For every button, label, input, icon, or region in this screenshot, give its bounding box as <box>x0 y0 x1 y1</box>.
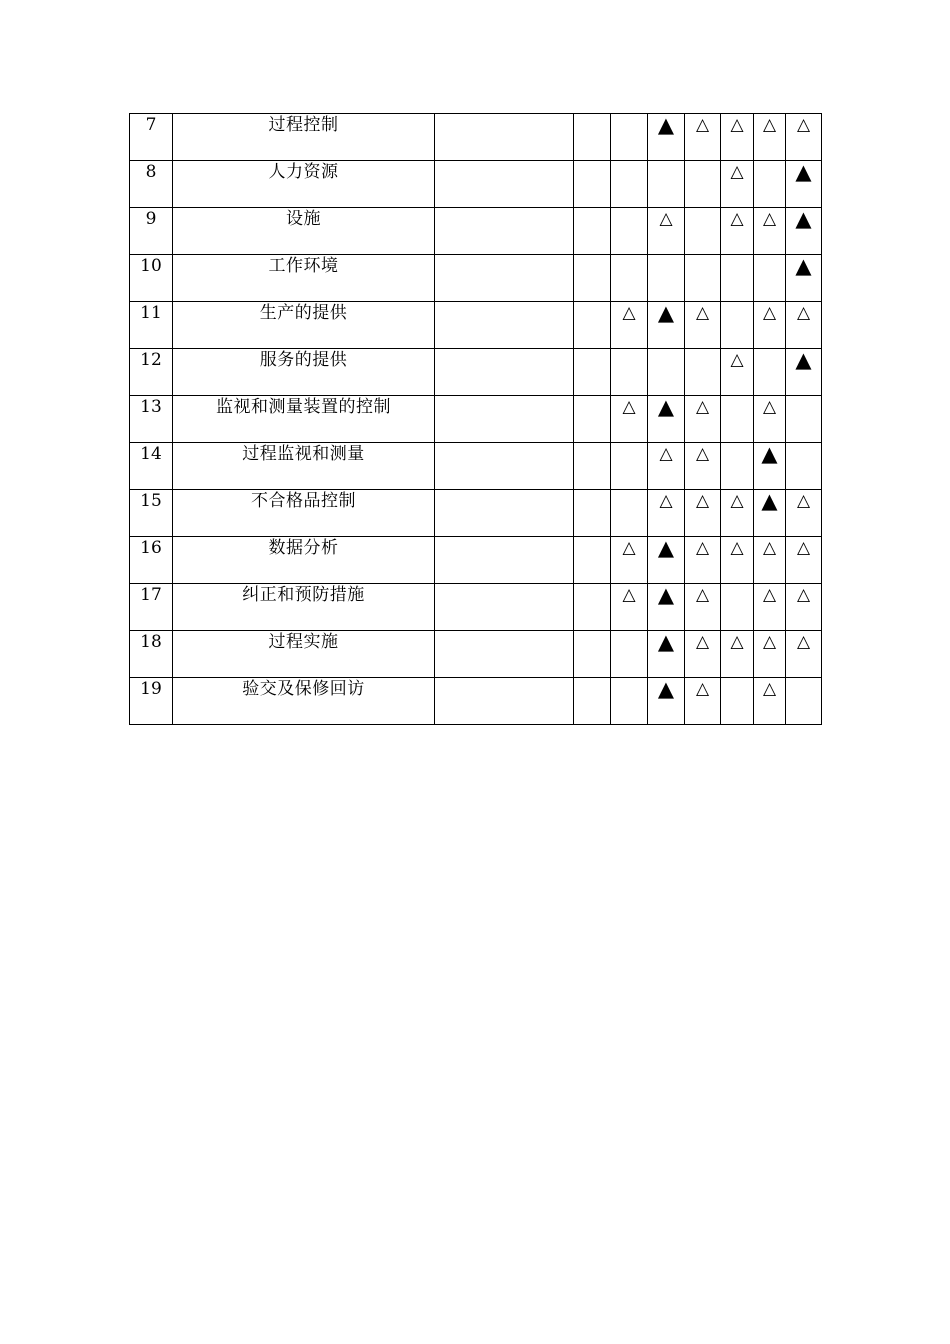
row-number-cell: 15 <box>130 490 173 537</box>
empty-cell <box>574 443 611 490</box>
related-responsibility-mark: △ <box>754 631 786 678</box>
related-responsibility-mark: △ <box>786 302 822 349</box>
empty-mark-cell <box>721 255 754 302</box>
row-number-cell: 11 <box>130 302 173 349</box>
related-responsibility-mark: △ <box>754 302 786 349</box>
primary-responsibility-mark: ▲ <box>648 537 685 584</box>
empty-cell <box>574 208 611 255</box>
empty-mark-cell <box>685 255 721 302</box>
empty-cell <box>574 255 611 302</box>
related-responsibility-mark: △ <box>721 161 754 208</box>
primary-responsibility-mark: ▲ <box>786 161 822 208</box>
empty-mark-cell <box>611 490 648 537</box>
related-responsibility-mark: △ <box>754 537 786 584</box>
empty-mark-cell <box>721 396 754 443</box>
empty-cell <box>574 302 611 349</box>
related-responsibility-mark: △ <box>721 208 754 255</box>
process-item-cell: 不合格品控制 <box>173 490 435 537</box>
table-row <box>130 396 822 443</box>
related-responsibility-mark: △ <box>754 678 786 725</box>
related-responsibility-mark: △ <box>685 302 721 349</box>
empty-mark-cell <box>685 349 721 396</box>
primary-responsibility-mark: ▲ <box>786 208 822 255</box>
remark-cell <box>435 490 574 537</box>
process-item-cell: 过程监视和测量 <box>173 443 435 490</box>
row-number-cell: 13 <box>130 396 173 443</box>
related-responsibility-mark: △ <box>786 114 822 161</box>
empty-mark-cell <box>611 443 648 490</box>
table-row <box>130 443 822 490</box>
primary-responsibility-mark: ▲ <box>648 114 685 161</box>
empty-cell <box>574 349 611 396</box>
process-item-cell: 纠正和预防措施 <box>173 584 435 631</box>
process-item-cell: 监视和测量装置的控制 <box>173 396 435 443</box>
related-responsibility-mark: △ <box>786 584 822 631</box>
remark-cell <box>435 443 574 490</box>
remark-cell <box>435 678 574 725</box>
empty-cell <box>574 631 611 678</box>
row-number-cell: 10 <box>130 255 173 302</box>
table-row <box>130 302 822 349</box>
empty-mark-cell <box>611 161 648 208</box>
row-number-cell: 12 <box>130 349 173 396</box>
empty-mark-cell <box>721 443 754 490</box>
table-row <box>130 208 822 255</box>
primary-responsibility-mark: ▲ <box>754 443 786 490</box>
related-responsibility-mark: △ <box>685 537 721 584</box>
related-responsibility-mark: △ <box>685 443 721 490</box>
row-number-cell: 8 <box>130 161 173 208</box>
remark-cell <box>435 631 574 678</box>
related-responsibility-mark: △ <box>754 396 786 443</box>
empty-mark-cell <box>786 678 822 725</box>
related-responsibility-mark: △ <box>648 490 685 537</box>
empty-mark-cell <box>754 349 786 396</box>
primary-responsibility-mark: ▲ <box>786 255 822 302</box>
remark-cell <box>435 302 574 349</box>
remark-cell <box>435 114 574 161</box>
row-number-cell: 16 <box>130 537 173 584</box>
remark-cell <box>435 584 574 631</box>
empty-mark-cell <box>648 349 685 396</box>
related-responsibility-mark: △ <box>721 114 754 161</box>
related-responsibility-mark: △ <box>685 678 721 725</box>
empty-cell <box>574 114 611 161</box>
primary-responsibility-mark: ▲ <box>786 349 822 396</box>
row-number-cell: 19 <box>130 678 173 725</box>
primary-responsibility-mark: ▲ <box>648 396 685 443</box>
process-item-cell: 过程实施 <box>173 631 435 678</box>
related-responsibility-mark: △ <box>721 631 754 678</box>
table-row <box>130 631 822 678</box>
process-item-cell: 过程控制 <box>173 114 435 161</box>
process-item-cell: 验交及保修回访 <box>173 678 435 725</box>
related-responsibility-mark: △ <box>611 537 648 584</box>
related-responsibility-mark: △ <box>648 208 685 255</box>
related-responsibility-mark: △ <box>754 208 786 255</box>
related-responsibility-mark: △ <box>648 443 685 490</box>
related-responsibility-mark: △ <box>721 490 754 537</box>
remark-cell <box>435 537 574 584</box>
empty-mark-cell <box>685 161 721 208</box>
related-responsibility-mark: △ <box>721 349 754 396</box>
empty-mark-cell <box>721 302 754 349</box>
empty-mark-cell <box>721 584 754 631</box>
row-number-cell: 9 <box>130 208 173 255</box>
related-responsibility-mark: △ <box>685 490 721 537</box>
process-item-cell: 服务的提供 <box>173 349 435 396</box>
table-row <box>130 584 822 631</box>
row-number-cell: 17 <box>130 584 173 631</box>
primary-responsibility-mark: ▲ <box>648 631 685 678</box>
remark-cell <box>435 255 574 302</box>
process-item-cell: 数据分析 <box>173 537 435 584</box>
primary-responsibility-mark: ▲ <box>648 584 685 631</box>
empty-mark-cell <box>611 678 648 725</box>
empty-mark-cell <box>611 255 648 302</box>
related-responsibility-mark: △ <box>786 490 822 537</box>
related-responsibility-mark: △ <box>685 584 721 631</box>
table-row <box>130 161 822 208</box>
empty-cell <box>574 584 611 631</box>
empty-mark-cell <box>611 631 648 678</box>
row-number-cell: 14 <box>130 443 173 490</box>
process-item-cell: 生产的提供 <box>173 302 435 349</box>
row-number-cell: 7 <box>130 114 173 161</box>
empty-cell <box>574 396 611 443</box>
table-row <box>130 255 822 302</box>
related-responsibility-mark: △ <box>611 584 648 631</box>
related-responsibility-mark: △ <box>685 396 721 443</box>
table-row <box>130 349 822 396</box>
empty-cell <box>574 161 611 208</box>
table-row <box>130 490 822 537</box>
process-item-cell: 设施 <box>173 208 435 255</box>
related-responsibility-mark: △ <box>754 584 786 631</box>
empty-cell <box>574 537 611 584</box>
responsibility-matrix-table <box>129 113 822 725</box>
empty-mark-cell <box>611 114 648 161</box>
table-row <box>130 678 822 725</box>
empty-mark-cell <box>648 161 685 208</box>
related-responsibility-mark: △ <box>685 114 721 161</box>
process-item-cell: 人力资源 <box>173 161 435 208</box>
table-row <box>130 537 822 584</box>
empty-mark-cell <box>786 396 822 443</box>
primary-responsibility-mark: ▲ <box>648 302 685 349</box>
related-responsibility-mark: △ <box>611 396 648 443</box>
remark-cell <box>435 349 574 396</box>
related-responsibility-mark: △ <box>611 302 648 349</box>
related-responsibility-mark: △ <box>786 537 822 584</box>
empty-mark-cell <box>685 208 721 255</box>
remark-cell <box>435 208 574 255</box>
empty-mark-cell <box>754 255 786 302</box>
related-responsibility-mark: △ <box>721 537 754 584</box>
remark-cell <box>435 396 574 443</box>
table-body <box>130 114 822 725</box>
remark-cell <box>435 161 574 208</box>
table-row <box>130 114 822 161</box>
empty-mark-cell <box>754 161 786 208</box>
empty-cell <box>574 490 611 537</box>
related-responsibility-mark: △ <box>685 631 721 678</box>
empty-mark-cell <box>611 349 648 396</box>
empty-mark-cell <box>648 255 685 302</box>
process-item-cell: 工作环境 <box>173 255 435 302</box>
related-responsibility-mark: △ <box>786 631 822 678</box>
empty-mark-cell <box>721 678 754 725</box>
row-number-cell: 18 <box>130 631 173 678</box>
primary-responsibility-mark: ▲ <box>754 490 786 537</box>
empty-mark-cell <box>611 208 648 255</box>
empty-mark-cell <box>786 443 822 490</box>
related-responsibility-mark: △ <box>754 114 786 161</box>
empty-cell <box>574 678 611 725</box>
primary-responsibility-mark: ▲ <box>648 678 685 725</box>
